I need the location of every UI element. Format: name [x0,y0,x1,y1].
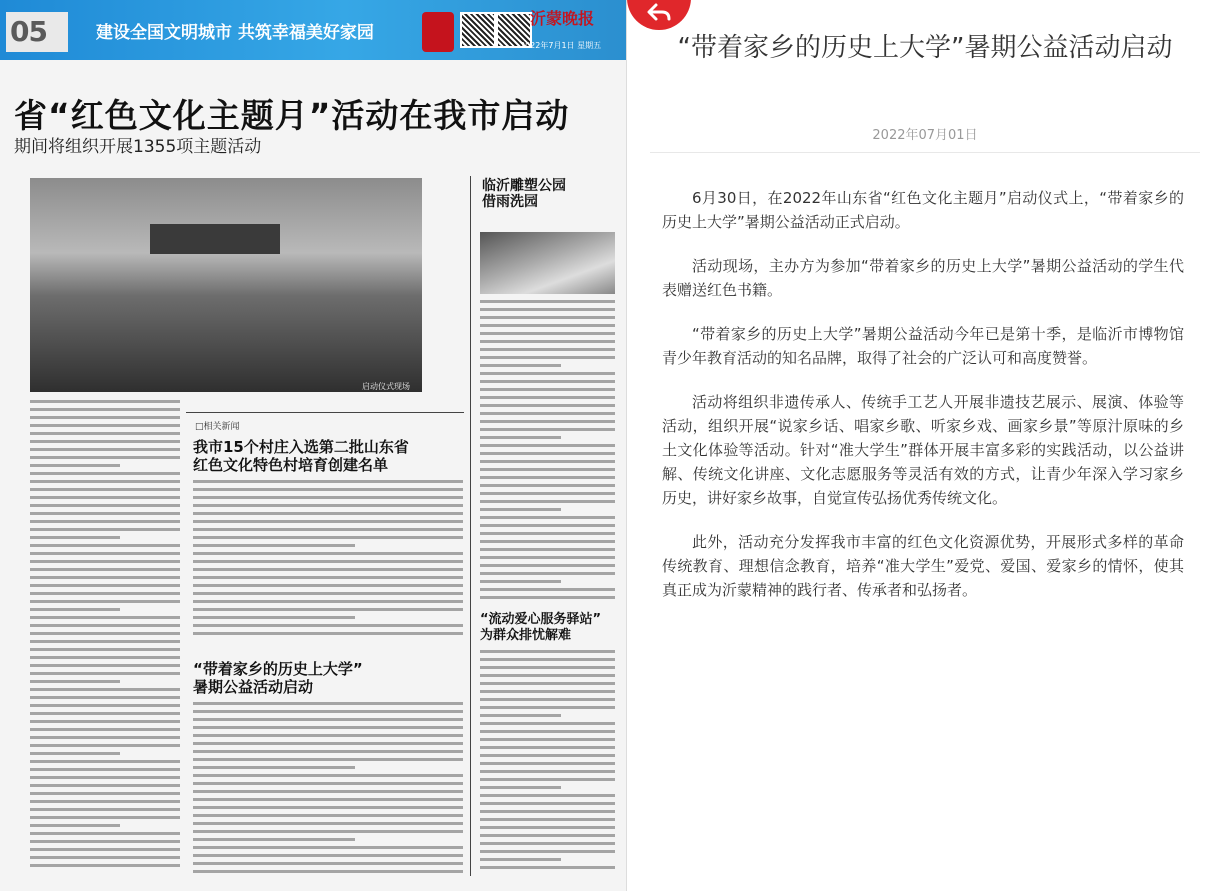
newsprint-line [30,424,180,427]
related-news-label: □相关新闻 [195,422,240,432]
newsprint-line [30,616,180,619]
newsprint-line [480,572,615,575]
body-text-column [480,300,615,604]
newsprint-line [30,704,180,707]
newsprint-line [30,768,180,771]
newsprint-line [480,666,615,669]
newsprint-line [30,736,180,739]
newsprint-line [480,580,561,583]
newsprint-line [480,778,615,781]
side-headline-line: 临沂雕塑公园 [482,178,566,194]
newsprint-line [480,770,615,773]
newsprint-line [480,404,615,407]
header-slogan: 建设全国文明城市 共筑幸福美好家园 [96,23,374,43]
newsprint-line [30,688,180,691]
newspaper-brand: 沂蒙晚报 [530,9,595,28]
newspaper-header-banner [0,0,626,60]
newsprint-line [193,584,463,587]
newsprint-line [30,648,180,651]
newsprint-line [193,702,463,705]
newsprint-line [193,608,463,611]
newsprint-line [480,300,615,303]
event-headline-line: 暑期公益活动启动 [193,678,314,696]
newsprint-line [193,806,463,809]
newsprint-line [480,762,615,765]
newsprint-line [193,750,463,753]
newsprint-line [193,758,463,761]
newsprint-line [30,472,180,475]
back-arrow-icon [646,2,672,24]
body-text-column [30,400,180,872]
newsprint-line [30,552,180,555]
newsprint-line [30,728,180,731]
newsprint-line [30,584,180,587]
newsprint-line [193,512,463,515]
newsprint-line [480,596,615,599]
newsprint-line [30,496,180,499]
newsprint-line [30,640,180,643]
newsprint-line [193,592,463,595]
newsprint-line [30,832,180,835]
body-text-column [193,480,463,640]
related-headline-line: 我市15个村庄入选第二批山东省 [193,438,409,456]
newsprint-line [193,480,463,483]
page-number: 05 [6,12,68,52]
newsprint-line [30,464,120,467]
newsprint-line [193,624,463,627]
newsprint-line [480,834,615,837]
newsprint-line [30,696,180,699]
newsprint-line [480,308,615,311]
newsprint-line [193,710,463,713]
newsprint-line [30,712,180,715]
newsprint-line [480,348,615,351]
traffic-headline-line: “流动爱心服务驿站” [480,612,602,627]
newsprint-line [30,632,180,635]
newsprint-line [193,616,355,619]
newsprint-line [193,718,463,721]
newsprint-line [30,592,180,595]
newsprint-line [480,866,615,869]
newsprint-line [193,576,463,579]
photo-caption: 启动仪式现场 [362,382,410,391]
newsprint-line [30,776,180,779]
newsprint-line [480,516,615,519]
newsprint-line [193,830,463,833]
article-paragraph: 此外，活动充分发挥我市丰富的红色文化资源优势，开展形式多样的革命传统教育、理想信念教育，培养“准大学生”爱党、爱国、爱家乡的情怀，使其真正成为沂蒙精神的践行者、传承者和弘扬者。 [662,533,1184,599]
newsprint-line [30,784,180,787]
newspaper-subheadline: 期间将组织开展1355项主题活动 [14,137,262,157]
newsprint-line [480,524,615,527]
newsprint-line [193,774,463,777]
newsprint-line [30,504,180,507]
newsprint-line [30,856,180,859]
newsprint-line [30,824,120,827]
newsprint-line [480,826,615,829]
title-divider [650,152,1200,153]
newsprint-line [193,536,463,539]
newsprint-line [480,412,615,415]
newsprint-line [30,432,180,435]
newsprint-line [193,544,355,547]
newsprint-line [480,436,561,439]
newsprint-line [30,656,180,659]
newsprint-line [480,500,615,503]
newsprint-line [193,870,463,873]
newsprint-line [480,372,615,375]
event-headline [193,660,363,696]
newsprint-line [480,650,615,653]
newsprint-line [480,444,615,447]
related-headline [193,438,409,474]
traffic-headline [480,612,601,644]
newsprint-line [480,460,615,463]
newsprint-line [193,742,463,745]
newsprint-line [30,752,120,755]
newsprint-line [480,388,615,391]
newsprint-line [480,714,561,717]
newsprint-line [30,568,180,571]
newsprint-line [193,814,463,817]
newsprint-line [193,560,463,563]
newsprint-line [480,730,615,733]
newsprint-line [30,680,120,683]
newspaper-headline: 省“红色文化主题月”活动在我市启动 [14,96,570,135]
park-photo [480,232,615,294]
newsprint-line [30,816,180,819]
newsprint-line [480,532,615,535]
newsprint-line [480,492,615,495]
newsprint-line [30,536,120,539]
article-body [662,186,1184,622]
newsprint-line [30,448,180,451]
newsprint-line [480,364,561,367]
newsprint-line [193,862,463,865]
newsprint-line [480,476,615,479]
newsprint-line [480,380,615,383]
newsprint-line [30,848,180,851]
newsprint-line [30,408,180,411]
newsprint-line [480,802,615,805]
newsprint-line [193,552,463,555]
newsprint-line [480,556,615,559]
newsprint-line [480,850,615,853]
newsprint-line [480,746,615,749]
article-date: 2022年07月01日 [872,128,978,143]
newsprint-line [480,810,615,813]
newsprint-line [480,842,615,845]
newsprint-line [480,722,615,725]
newsprint-line [30,480,180,483]
newsprint-line [193,520,463,523]
newsprint-line [480,674,615,677]
article-paragraph: 活动现场，主办方为参加“带着家乡的历史上大学”暑期公益活动的学生代表赠送红色书籍。 [662,257,1184,299]
newsprint-line [193,600,463,603]
article-title: “带着家乡的历史上大学”暑期公益活动启动 [677,33,1173,63]
newsprint-line [480,484,615,487]
event-photo [30,178,422,392]
newsprint-line [30,624,180,627]
newsprint-line [30,608,120,611]
newsprint-line [480,698,615,701]
newsprint-line [480,690,615,693]
newsprint-line [30,416,180,419]
newsprint-line [480,706,615,709]
newsprint-line [193,504,463,507]
newsprint-line [30,576,180,579]
newsprint-line [480,754,615,757]
newspaper-logo-icon [422,12,454,52]
side-headline-line: 借雨洗园 [482,194,538,210]
newsprint-line [480,316,615,319]
stage-screen [150,224,280,254]
event-headline-line: “带着家乡的历史上大学” [193,660,363,678]
newsprint-line [480,588,615,591]
newsprint-line [193,854,463,857]
newsprint-line [193,568,463,571]
newsprint-line [480,508,561,511]
newsprint-line [193,782,463,785]
newsprint-line [193,822,463,825]
newsprint-line [480,452,615,455]
newsprint-line [480,332,615,335]
section-divider [186,412,464,413]
newsprint-line [30,560,180,563]
newsprint-line [480,396,615,399]
newsprint-line [480,564,615,567]
newsprint-line [480,356,615,359]
newsprint-line [30,840,180,843]
newsprint-line [30,512,180,515]
newsprint-line [193,766,355,769]
newsprint-line [480,468,615,471]
newsprint-line [30,520,180,523]
article-paragraph: 活动将组织非遗传承人、传统手工艺人开展非遗技艺展示、展演、体验等活动，组织开展“说家乡话、唱家乡歌、听家乡戏、画家乡景”等原汁原味的乡土文化体验等活动。针对“准大学生”群体开展丰富多彩的实践活动，以公益讲解、传统文化讲座、文化志愿服务等灵活有效的方式，让青少年深入学习家乡历史，讲好家乡故事，自觉宣传弘扬优秀传统文化。 [662,393,1184,507]
newsprint-line [193,632,463,635]
newsprint-line [480,794,615,797]
newsprint-line [30,440,180,443]
newsprint-line [30,760,180,763]
body-text-column [193,702,463,878]
newsprint-line [480,420,615,423]
newsprint-line [480,428,615,431]
related-headline-line: 红色文化特色村培育创建名单 [193,456,389,474]
newsprint-line [30,744,180,747]
newsprint-line [30,720,180,723]
newsprint-line [193,496,463,499]
side-headline [482,178,566,210]
newsprint-line [193,846,463,849]
newsprint-line [480,340,615,343]
newsprint-line [30,800,180,803]
newsprint-line [480,658,615,661]
newsprint-line [480,324,615,327]
newsprint-line [193,488,463,491]
newsprint-line [193,838,355,841]
body-text-column [480,650,615,874]
newsprint-line [30,544,180,547]
newsprint-line [30,488,180,491]
newsprint-line [480,738,615,741]
newsprint-line [480,858,561,861]
newsprint-line [30,600,180,603]
newsprint-line [30,664,180,667]
newsprint-line [480,548,615,551]
newsprint-line [480,540,615,543]
newsprint-line [30,400,180,403]
qr-code-icon [460,12,496,48]
traffic-headline-line: 为群众排忧解难 [480,628,572,643]
newsprint-line [30,672,180,675]
article-paragraph: 6月30日，在2022年山东省“红色文化主题月”启动仪式上，“带着家乡的历史上大学”暑期公益活动正式启动。 [662,189,1184,231]
newsprint-line [30,528,180,531]
newsprint-line [480,818,615,821]
newsprint-line [30,864,180,867]
column-divider [470,176,471,876]
newsprint-line [193,726,463,729]
newsprint-line [193,734,463,737]
newsprint-line [30,792,180,795]
newsprint-line [193,528,463,531]
article-paragraph: “带着家乡的历史上大学”暑期公益活动今年已是第十季，是临沂市博物馆青少年教育活动的知名品牌，取得了社会的广泛认可和高度赞誉。 [662,325,1184,367]
newsprint-line [30,456,180,459]
newsprint-line [30,808,180,811]
newsprint-line [480,786,561,789]
newsprint-line [193,798,463,801]
newsprint-line [193,790,463,793]
newsprint-line [480,682,615,685]
newspaper-date: 2022年7月1日 星期五 [520,41,602,50]
